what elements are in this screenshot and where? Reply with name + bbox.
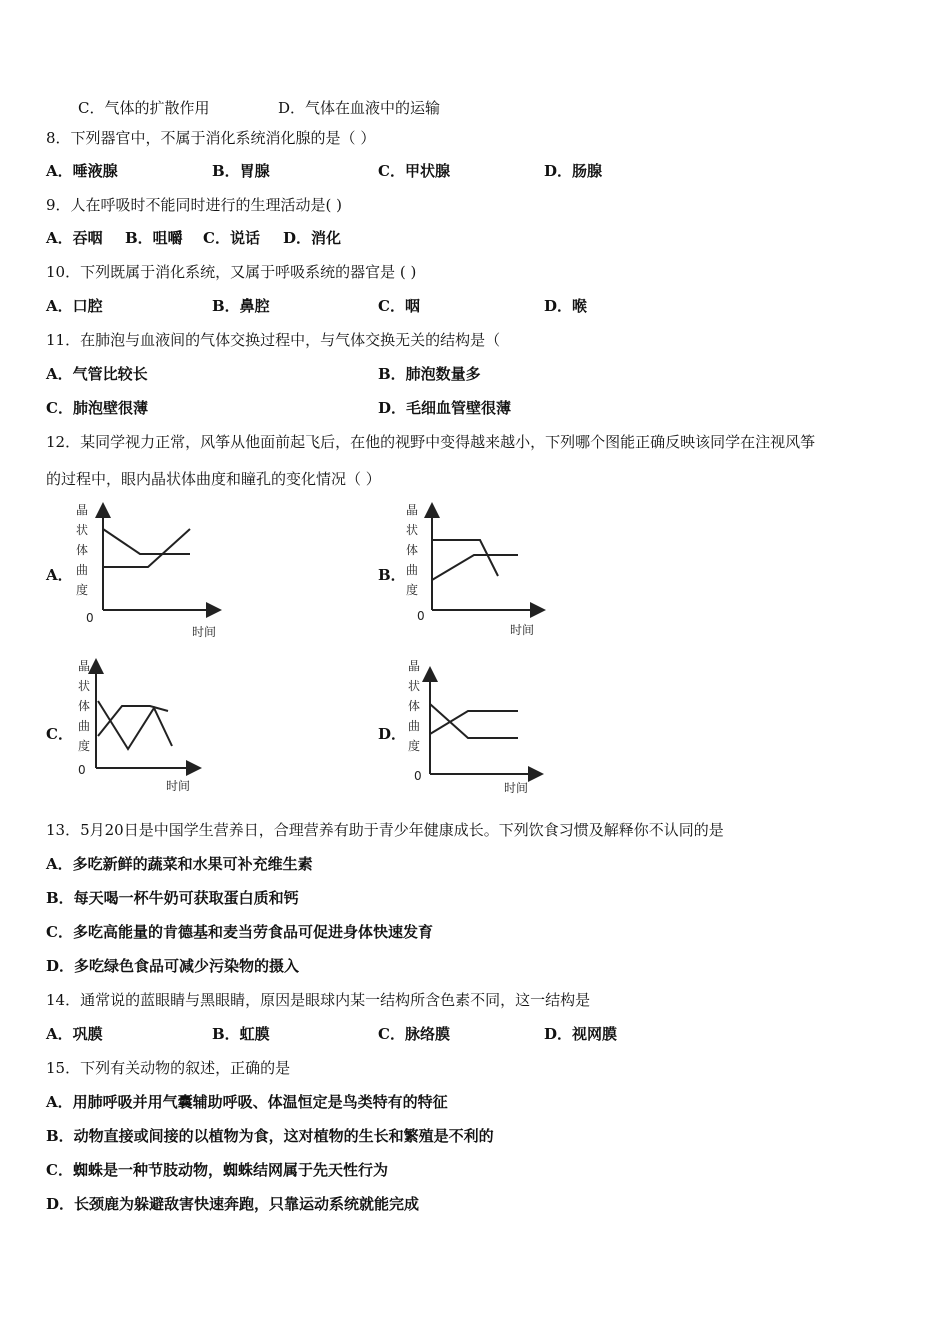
q13-option-a: A．多吃新鲜的蔬菜和水果可补充维生素 [46, 855, 313, 873]
y-label-char: 体 [406, 543, 419, 557]
y-label-char: 度 [408, 739, 421, 753]
y-label-char: 晶 [406, 503, 419, 517]
q10-option-b: B．鼻腔 [212, 297, 270, 315]
q9-option-c: C．说话 [203, 229, 260, 247]
y-label-char: 度 [78, 739, 91, 753]
q12-stem-line1: 12．某同学视力正常，风筝从他面前起飞后，在他的视野中变得越来越小，下列哪个图能正确反映该同学在注视风筝 [46, 433, 816, 451]
y-label-char: 状 [76, 523, 89, 537]
y-label-char: 度 [76, 583, 89, 597]
y-label-char: 状 [78, 679, 91, 693]
x-axis-label: 时间 [192, 625, 217, 639]
y-label-char: 曲 [408, 719, 421, 733]
x-axis-label: 时间 [504, 781, 529, 795]
q11-option-d: D．毛细血管壁很薄 [378, 399, 512, 417]
y-label-char: 曲 [78, 719, 91, 733]
q15-option-d: D．长颈鹿为躲避敌害快速奔跑，只靠运动系统就能完成 [46, 1195, 420, 1213]
q13-option-b: B．每天喝一杯牛奶可获取蛋白质和钙 [46, 889, 299, 907]
q11-option-c: C．肺泡壁很薄 [46, 399, 148, 417]
q13-stem: 13．5月20日是中国学生营养日，合理营养有助于青少年健康成长。下列饮食习惯及解释你不认同的是 [46, 821, 724, 839]
y-label-char: 状 [408, 679, 421, 693]
x-axis-label: 时间 [510, 623, 535, 637]
q15-stem: 15．下列有关动物的叙述，正确的是 [46, 1059, 291, 1077]
q12-option-d-label: D． [378, 725, 407, 743]
origin-label: 0 [86, 611, 94, 625]
q10-option-a: A．口腔 [46, 297, 103, 315]
q12-option-b-label: B． [378, 566, 406, 584]
curve-lens [98, 706, 168, 736]
q8-option-a: A．唾液腺 [46, 162, 118, 180]
origin-label: 0 [414, 769, 422, 783]
origin-label: 0 [78, 763, 86, 777]
q11-option-b: B．肺泡数量多 [378, 365, 481, 383]
q14-option-a: A．巩膜 [46, 1025, 103, 1043]
q10-stem: 10．下列既属于消化系统，又属于呼吸系统的器官是 ( ) [46, 263, 417, 281]
y-label-char: 晶 [78, 659, 91, 673]
curve-pupil [432, 555, 518, 580]
q14-stem: 14．通常说的蓝眼睛与黑眼睛，原因是眼球内某一结构所含色素不同，这一结构是 [46, 991, 591, 1009]
y-label-char: 体 [408, 699, 421, 713]
q13-option-c: C．多吃高能量的肯德基和麦当劳食品可促进身体快速发育 [46, 923, 433, 941]
origin-label: 0 [417, 609, 425, 623]
q14-option-c: C．脉络膜 [378, 1025, 450, 1043]
y-label-char: 状 [406, 523, 419, 537]
q8-option-b: B．胃腺 [212, 162, 270, 180]
q12-graph-d [402, 656, 562, 798]
q9-option-d: D．消化 [283, 229, 342, 247]
q12-graph-a [70, 500, 230, 642]
y-label-char: 晶 [408, 659, 421, 673]
y-label-char: 体 [78, 699, 91, 713]
q15-option-c: C．蜘蛛是一种节肢动物，蜘蛛结网属于先天性行为 [46, 1161, 388, 1179]
q8-option-d: D．肠腺 [544, 162, 603, 180]
q14-option-d: D．视网膜 [544, 1025, 618, 1043]
q9-stem: 9．人在呼吸时不能同时进行的生理活动是( ) [46, 196, 343, 214]
y-label-char: 曲 [406, 563, 419, 577]
q12-option-a-label: A． [46, 566, 73, 584]
q9-option-a: A．吞咽 [46, 229, 103, 247]
q8-option-c: C．甲状腺 [378, 162, 450, 180]
y-label-char: 体 [76, 543, 89, 557]
y-label-char: 曲 [76, 563, 89, 577]
q12-option-c-label: C． [46, 725, 73, 743]
q8-stem: 8．下列器官中，不属于消化系统消化腺的是（ ） [46, 129, 376, 147]
y-label-char: 晶 [76, 503, 89, 517]
q7-option-c: C．气体的扩散作用 [78, 99, 210, 117]
q10-option-c: C．咽 [378, 297, 420, 315]
q15-option-a: A．用肺呼吸并用气囊辅助呼吸、体温恒定是鸟类特有的特征 [46, 1093, 448, 1111]
q12-graph-c [70, 656, 230, 798]
y-label-char: 度 [406, 583, 419, 597]
q11-stem: 11．在肺泡与血液间的气体交换过程中，与气体交换无关的结构是（ [46, 331, 501, 349]
q13-option-d: D．多吃绿色食品可减少污染物的摄入 [46, 957, 300, 975]
curve-lens [430, 704, 518, 738]
q9-option-b: B．咀嚼 [125, 229, 183, 247]
x-axis-label: 时间 [166, 779, 191, 793]
q12-stem-line2: 的过程中，眼内晶状体曲度和瞳孔的变化情况（ ） [46, 470, 381, 488]
q12-graph-b [402, 500, 562, 642]
curve-pupil [430, 711, 518, 734]
curve-lens [432, 540, 498, 576]
q7-option-d: D．气体在血液中的运输 [278, 99, 441, 117]
q15-option-b: B．动物直接或间接的以植物为食，这对植物的生长和繁殖是不利的 [46, 1127, 494, 1145]
curve-pupil [103, 529, 190, 567]
q10-option-d: D．喉 [544, 297, 588, 315]
q11-option-a: A．气管比较长 [46, 365, 148, 383]
q14-option-b: B．虹膜 [212, 1025, 270, 1043]
